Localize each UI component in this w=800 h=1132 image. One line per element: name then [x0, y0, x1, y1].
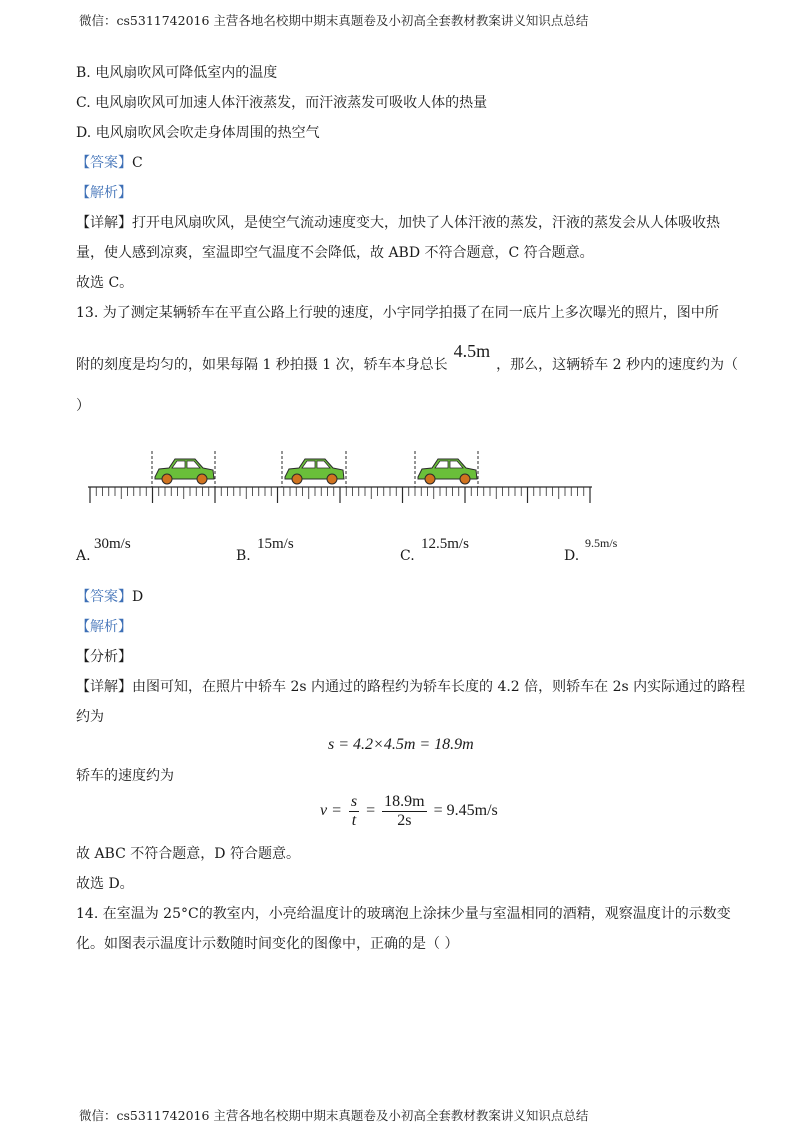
eq-lhs: v =	[320, 802, 342, 820]
q13-speed-intro: 轿车的速度约为	[76, 768, 174, 784]
q13-stem-3: ）	[76, 398, 90, 414]
q13-choices	[76, 536, 636, 568]
car-position-2	[282, 451, 346, 487]
choice-c-value: 12.5m/s	[421, 536, 469, 552]
q12-conclusion: 故选 C。	[76, 275, 134, 291]
choice-d-label: D.	[564, 548, 580, 564]
q14-stem-1: 14. 在室温为 25°C的教室内，小亮给温度计的玻璃泡上涂抹少量与室温相同的酒精，观察温度计的示数变	[76, 906, 731, 922]
eq-rhs: = 9.45m/s	[433, 802, 498, 820]
page-header: 微信：cs5311742016 主营各地名校期中期末真题卷及小初高全套教材教案讲义知识点总结	[79, 13, 589, 28]
detail-tag: 【详解】	[76, 679, 132, 695]
answer-value: C	[132, 155, 143, 171]
car-position-1	[152, 451, 215, 487]
frac-num: s	[350, 793, 358, 810]
choice-a-label: A.	[76, 548, 91, 564]
equation-speed	[320, 793, 498, 830]
q12-detail-2: 量，使人感到凉爽，室温即空气温度不会降低，故 ABD 不符合题意，C 符合题意。	[76, 245, 594, 261]
q13-analysis-tag: 【解析】	[76, 619, 132, 635]
q13-answer	[76, 587, 143, 607]
q13-stem-2	[76, 341, 738, 375]
fraction-s-over-t	[349, 793, 359, 830]
q12-option-b: B. 电风扇吹风可降低室内的温度	[76, 65, 278, 81]
frac-den: 2s	[397, 812, 412, 829]
car-ruler-figure	[86, 445, 596, 515]
q13-detail-2: 约为	[76, 709, 104, 725]
frac-den: t	[351, 812, 357, 829]
q13-conclusion-1: 故 ABC 不符合题意，D 符合题意。	[76, 846, 300, 862]
q12-detail-1	[76, 213, 720, 233]
car-position-3	[415, 451, 478, 487]
q12-option-c: C. 电风扇吹风可加速人体汗液蒸发，而汗液蒸发可吸收人体的热量	[76, 95, 488, 111]
ruler	[88, 487, 592, 503]
answer-tag: 【答案】	[76, 155, 132, 171]
q13-fenxi-tag: 【分析】	[76, 649, 132, 665]
car-length: 4.5m	[453, 341, 491, 361]
choice-d-value: 9.5m/s	[585, 536, 618, 550]
detail-text: 打开电风扇吹风，是使空气流动速度变大，加快了人体汗液的蒸发，汗液的蒸发会从人体吸收热	[132, 215, 720, 231]
detail-text: 由图可知，在照片中轿车 2s 内通过的路程约为轿车长度的 4.2 倍，则轿车在 2s 内实际通过的路程	[132, 679, 746, 695]
choice-b-label: B.	[236, 548, 251, 564]
answer-value: D	[132, 589, 144, 605]
choice-a-value: 30m/s	[94, 536, 131, 552]
q12-analysis-tag: 【解析】	[76, 185, 132, 201]
car-icon	[285, 459, 344, 484]
q13-stem-1: 13. 为了测定某辆轿车在平直公路上行驶的速度，小宇同学拍摄了在同一底片上多次曝光的照片，图中所	[76, 305, 719, 321]
q12-answer	[76, 153, 143, 173]
page-footer: 微信：cs5311742016 主营各地名校期中期末真题卷及小初高全套教材教案讲义知识点总结	[79, 1108, 589, 1123]
frac-num: 18.9m	[384, 793, 425, 810]
detail-tag: 【详解】	[76, 215, 132, 231]
q13-conclusion-2: 故选 D。	[76, 876, 134, 892]
stem-part-a: 附的刻度是均匀的，如果每隔 1 秒拍摄 1 次，轿车本身总长	[76, 357, 448, 373]
q14-stem-2: 化。如图表示温度计示数随时间变化的图像中，正确的是（ ）	[76, 936, 459, 952]
car-icon	[418, 459, 477, 484]
fraction-values	[382, 793, 426, 830]
q12-option-d: D. 电风扇吹风会吹走身体周围的热空气	[76, 125, 320, 141]
equation-distance	[328, 736, 474, 754]
choice-b-value: 15m/s	[257, 536, 294, 552]
choice-c-label: C.	[400, 548, 415, 564]
q13-detail-1	[76, 677, 745, 697]
eq-text: s = 4.2×4.5m = 18.9m	[328, 736, 474, 753]
eq-equals: =	[366, 802, 376, 820]
answer-tag: 【答案】	[76, 589, 132, 605]
car-icon	[155, 459, 214, 484]
stem-part-b: ，那么，这辆轿车 2 秒内的速度约为（	[496, 357, 738, 373]
